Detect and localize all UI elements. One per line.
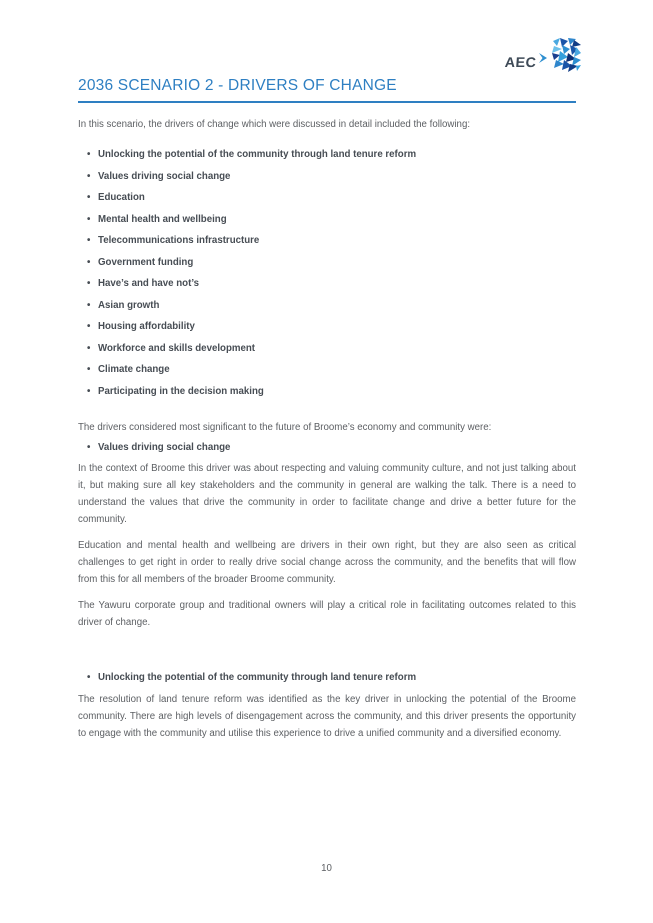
list-item: • Climate change (78, 361, 576, 378)
section-heading: • Unlocking the potential of the community through land tenure reform (78, 669, 576, 686)
section-values-driving-social-change (78, 439, 576, 632)
list-item: • Mental health and wellbeing (78, 211, 576, 228)
page-number: 10 (321, 863, 332, 874)
drivers-of-change-list (78, 146, 576, 400)
list-item: • Participating in the decision making (78, 383, 576, 400)
aec-logo (505, 38, 581, 72)
list-item: • Housing affordability (78, 318, 576, 335)
list-item: • Telecommunications infrastructure (78, 232, 576, 249)
list-item: • Have’s and have not’s (78, 275, 576, 292)
intro-paragraph: In this scenario, the drivers of change which were discussed in detail included the following: (78, 119, 471, 130)
section-unlocking-potential (78, 669, 576, 742)
page-content (78, 76, 576, 751)
aec-mosaic-icon (539, 38, 581, 72)
section-heading: • Values driving social change (78, 439, 576, 456)
list-item: • Education (78, 189, 576, 206)
list-item: • Government funding (78, 254, 576, 271)
list-item: • Values driving social change (78, 168, 576, 185)
list-item: • Workforce and skills development (78, 340, 576, 357)
page-title: 2036 SCENARIO 2 - DRIVERS OF CHANGE (78, 76, 576, 103)
section-paragraph: In the context of Broome this driver was about respecting and valuing community culture, and not just talking about it, but making sure all key stakeholders and the community in general are walking the talk. There is a need to understand the values that drive the community in order to facilitate change and drive a better future for the community. (78, 463, 576, 525)
list-item: • Unlocking the potential of the community through land tenure reform (78, 146, 576, 163)
aec-logo-text: AEC (504, 54, 537, 70)
list-item: • Asian growth (78, 297, 576, 314)
section-paragraph: The resolution of land tenure reform was identified as the key driver in unlocking the potential of the Broome community. There are high levels of disengagement across the community, and this driver presents the opportunity to engage with the community and utilise this experience to drive a unified community and a diversified economy. (78, 693, 576, 739)
section-paragraph: The Yawuru corporate group and traditional owners will play a critical role in facilitating outcomes related to this driver of change. (78, 600, 576, 628)
significant-drivers-intro: The drivers considered most significant to the future of Broome’s economy and community were: (78, 421, 492, 433)
section-paragraph: Education and mental health and wellbeing are drivers in their own right, but they are also seen as critical challenges to get right in order to really drive social change across the community, and the benefits that will flow from this for all members of the broader Broome community. (78, 540, 576, 585)
